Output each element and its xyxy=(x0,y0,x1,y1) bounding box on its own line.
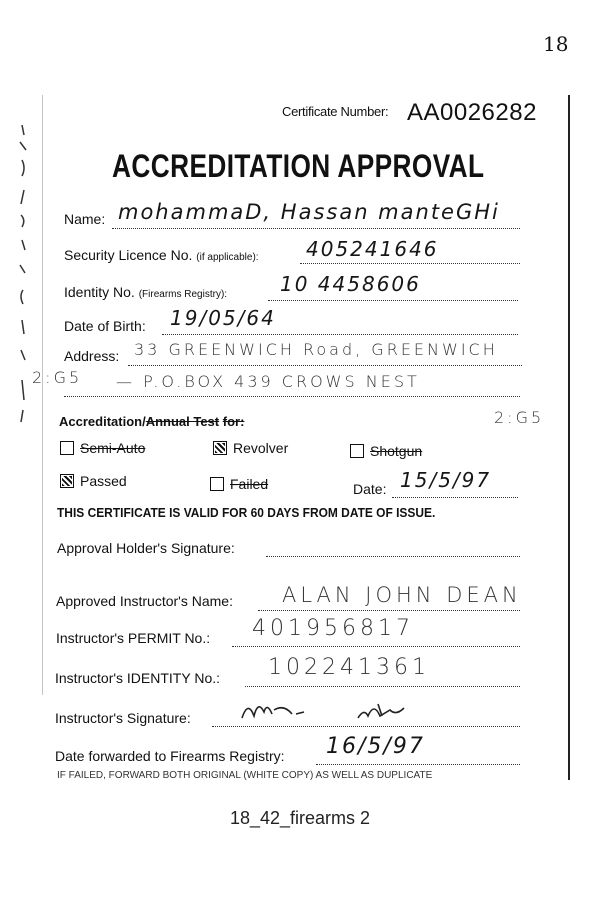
instructor-signature-icon xyxy=(238,694,418,728)
security-licence-label-text: Security Licence No. xyxy=(64,247,193,263)
address-line-1 xyxy=(128,365,522,366)
dob-line xyxy=(162,334,518,335)
identity-value: 10 4458606 xyxy=(280,272,421,296)
checkbox-revolver[interactable] xyxy=(213,441,227,455)
forwarded-value: 16/5/97 xyxy=(326,734,425,759)
security-licence-note: (if applicable): xyxy=(196,252,259,263)
identity-label-text: Identity No. xyxy=(64,284,135,300)
checkbox-passed[interactable] xyxy=(60,474,74,488)
holder-signature-line xyxy=(266,556,520,557)
document-left-edge xyxy=(42,95,43,695)
accreditation-heading xyxy=(59,414,244,429)
certificate-number: AA0026282 xyxy=(407,99,537,126)
checkbox-shotgun[interactable] xyxy=(350,444,364,458)
result-date-value: 15/5/97 xyxy=(400,468,492,492)
forwarded-line xyxy=(316,764,520,765)
page-number: 18 xyxy=(543,32,569,56)
forwarded-label: Date forwarded to Firearms Registry: xyxy=(55,748,285,764)
dob-value: 19/05/64 xyxy=(170,306,276,330)
result-passed-label: Passed xyxy=(80,473,127,489)
option-shotgun[interactable] xyxy=(350,443,422,459)
instructor-identity-line xyxy=(245,686,520,687)
instructor-identity-value: 102241361 xyxy=(268,655,430,680)
footer-note: IF FAILED, FORWARD BOTH ORIGINAL (WHITE COPY) AS WELL AS DUPLICATE xyxy=(57,770,433,780)
instructor-name-value: ALAN JOHN DEAN xyxy=(282,583,522,607)
option-shotgun-label: Shotgun xyxy=(370,443,423,459)
document-title: ACCREDITATION APPROVAL xyxy=(112,148,485,184)
margin-scribble-icon xyxy=(12,120,34,430)
name-label: Name: xyxy=(64,211,106,227)
name-value: mohammaD, Hassan manteGHi xyxy=(118,200,500,224)
instructor-signature-label: Instructor's Signature: xyxy=(55,710,191,726)
accreditation-label-end: for: xyxy=(222,414,245,429)
security-licence-line xyxy=(300,263,520,264)
checkbox-semi-auto[interactable] xyxy=(60,441,74,455)
address-line-2 xyxy=(64,396,520,397)
dob-label: Date of Birth: xyxy=(64,318,146,334)
option-semi-auto-label: Semi-Auto xyxy=(80,440,146,456)
permit-label: Instructor's PERMIT No.: xyxy=(56,630,211,646)
certificate-number-label: Certificate Number: xyxy=(282,104,389,119)
document-edge xyxy=(568,95,570,780)
name-line xyxy=(112,228,520,229)
address-value-line1: 33 GREENWICH Road, GREENWICH xyxy=(134,340,498,359)
identity-note: (Firearms Registry): xyxy=(138,289,228,300)
instructor-name-label: Approved Instructor's Name: xyxy=(56,593,233,609)
address-prefix-line2: 2:G5 xyxy=(32,368,83,387)
result-failed[interactable] xyxy=(210,476,268,492)
accreditation-label-plain: Accreditation/ xyxy=(59,414,146,429)
image-caption: 18_42_firearms 2 xyxy=(229,808,371,828)
holder-signature-label: Approval Holder's Signature: xyxy=(57,540,235,556)
permit-value: 401956817 xyxy=(252,616,414,641)
checkbox-failed[interactable] xyxy=(210,477,224,491)
option-revolver-label: Revolver xyxy=(233,440,289,456)
instructor-identity-label: Instructor's IDENTITY No.: xyxy=(55,670,221,686)
address-value-line2: — P.O.BOX 439 CROWS NEST xyxy=(116,372,420,391)
identity-label xyxy=(64,284,227,300)
accreditation-label-struck: Annual Test xyxy=(145,414,220,429)
result-date-line xyxy=(392,497,518,498)
address-suffix: 2:G5 xyxy=(494,408,545,427)
result-failed-label: Failed xyxy=(230,476,269,492)
instructor-name-line xyxy=(258,610,520,611)
option-semi-auto[interactable] xyxy=(60,440,145,456)
result-date-label: Date: xyxy=(353,481,387,497)
result-passed[interactable] xyxy=(60,473,127,489)
validity-notice: THIS CERTIFICATE IS VALID FOR 60 DAYS FROM DATE OF ISSUE. xyxy=(57,505,436,520)
option-revolver[interactable] xyxy=(213,440,288,456)
security-licence-label xyxy=(64,247,259,263)
identity-line xyxy=(268,300,518,301)
security-licence-value: 405241646 xyxy=(306,237,439,261)
permit-line xyxy=(232,646,520,647)
address-label: Address: xyxy=(64,348,120,364)
